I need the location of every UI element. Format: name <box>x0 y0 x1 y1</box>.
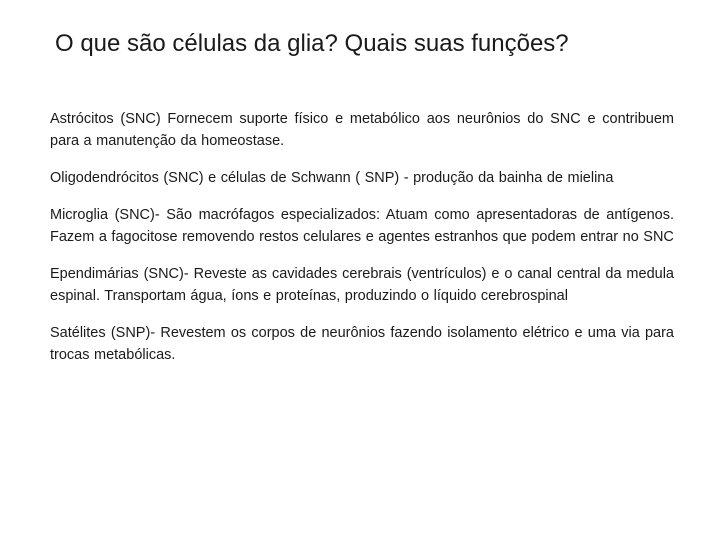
paragraph-microglia: Microglia (SNC)- São macrófagos especializados: Atuam como apresentadoras de antígenos. Fazem a fagocitose removendo restos celulares e agentes estranhos que podem entrar no SNC <box>50 207 674 245</box>
slide-title: O que são células da glia? Quais suas funções? <box>55 30 569 57</box>
paragraph-ependimarias: Ependimárias (SNC)- Reveste as cavidades cerebrais (ventrículos) e o canal central da medula espinal. Transportam água, íons e proteínas, produzindo o líquido cerebrospinal <box>50 266 674 304</box>
slide-body <box>50 108 674 381</box>
paragraph-astrocitos: Astrócitos (SNC) Fornecem suporte físico e metabólico aos neurônios do SNC e contribuem para a manutenção da homeostase. <box>50 111 674 149</box>
paragraph-satelites: Satélites (SNP)- Revestem os corpos de neurônios fazendo isolamento elétrico e uma via para trocas metabólicas. <box>50 325 674 363</box>
paragraph-oligodendrocitos: Oligodendrócitos (SNC) e células de Schwann ( SNP) - produção da bainha de mielina <box>50 170 614 186</box>
